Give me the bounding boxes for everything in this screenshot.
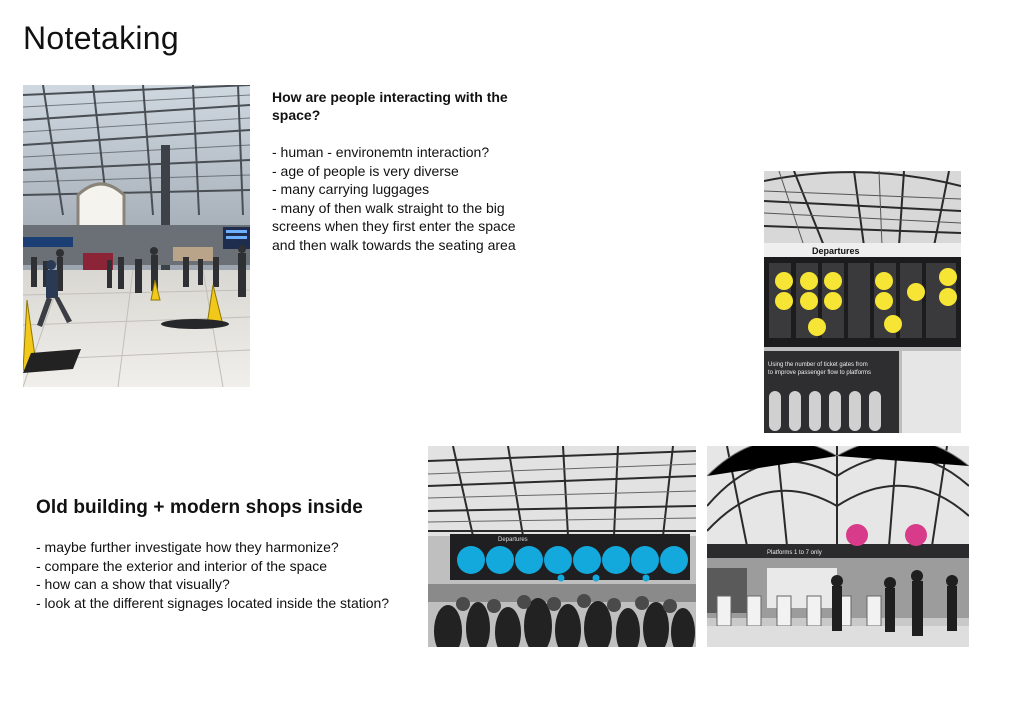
station-concourse-image xyxy=(23,85,250,387)
departures-crowd-photo xyxy=(428,446,696,647)
section-1-notes xyxy=(272,143,532,254)
station-concourse-photo xyxy=(23,85,250,387)
svg-text:to improve passenger flow to p: to improve passenger flow to platforms xyxy=(768,370,872,376)
ticket-gates-image xyxy=(707,446,969,647)
list-item: - human - environemtn interaction? xyxy=(272,144,490,160)
section-2-notes xyxy=(36,538,396,612)
list-item: - many carrying luggages xyxy=(272,181,430,197)
departures-crowd-image xyxy=(428,446,696,647)
list-item: - maybe further investigate how they harmonize? xyxy=(36,539,339,555)
departures-board-image xyxy=(764,171,961,433)
svg-text:Platforms 1 to 7 only: Platforms 1 to 7 only xyxy=(767,550,822,556)
page-title: Notetaking xyxy=(23,20,179,56)
list-item: - compare the exterior and interior of the space xyxy=(36,557,328,574)
list-item: - age of people is very diverse xyxy=(272,162,459,179)
list-item: - many of then walk straight to the big screens when they first enter the space and then walk towards the seating area xyxy=(272,199,516,253)
board-label: Departures xyxy=(498,537,528,543)
ticket-gates-photo xyxy=(707,446,969,647)
list-item: - how can a show that visually? xyxy=(36,576,230,592)
board-label: Departures xyxy=(812,246,860,256)
section-2-heading: Old building + modern shops inside xyxy=(36,497,363,518)
list-item: - look at the different signages located inside the station? xyxy=(36,594,390,611)
departures-board-photo xyxy=(764,171,961,433)
svg-text:Using the number of ticket gat: Using the number of ticket gates from xyxy=(768,362,868,368)
section-1-heading: How are people interacting with the space? xyxy=(272,89,508,123)
